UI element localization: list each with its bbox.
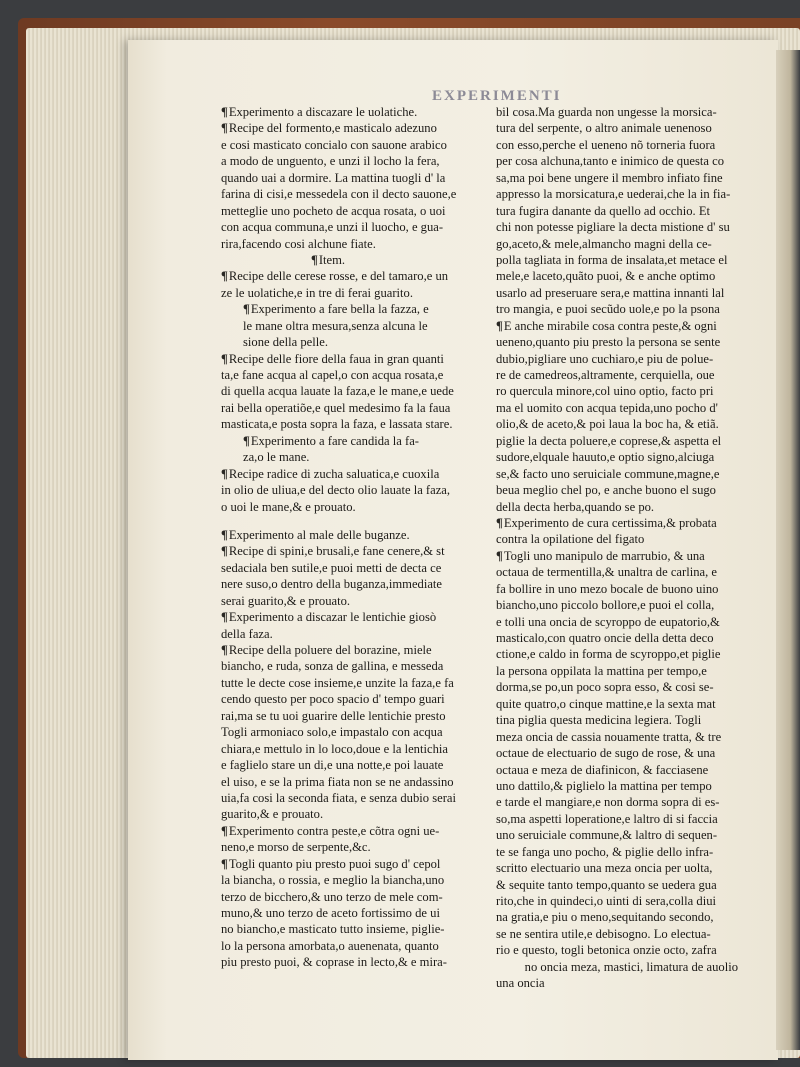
text-line [496,318,758,334]
text-line: te se fanga uno pocho, & piglie dello infra- [496,844,714,859]
paragraph-mark-icon: ¶ [221,269,228,284]
text-line: con acqua communa,e unzi il luocho, e gua- [221,220,444,235]
line-text: Experimento a fare bella la fazza, e [250,302,429,317]
text-line: uno seruiciale commune,& laltro di sequen- [496,828,718,843]
text-line: nere suso,o dentro della buganza,immediate [221,577,443,592]
text-line [221,104,473,120]
text-line [221,527,473,543]
paragraph-mark-icon: ¶ [221,105,228,119]
paragraph-mark-icon: ¶ [221,527,228,542]
text-line: & sequite tanto tempo,quanto se uedera gua [496,877,717,892]
text-line: se,& facto uno seruiciale commune,magne,e [496,466,720,481]
text-line: le mane oltra mesura,senza alcuna le [243,318,428,333]
text-line: in olio de uliua,e del decto olio lauate la faza, [221,483,451,498]
text-line: tura fugira danante da quello ad occhio. Et [496,203,711,218]
text-line: muno,& uno terzo de aceto fortissimo de ui [221,906,440,920]
text-line: biancho, e ruda, sonza de gallina, e messeda [221,659,444,674]
text-line [221,268,473,284]
text-line: una oncia [496,976,545,991]
paragraph-mark-icon: ¶ [496,515,503,530]
paragraph-mark-icon: ¶ [496,318,503,333]
text-line: so,ma aspetti loperatione,e laltro di si faccia [496,811,718,826]
text-line: usarlo ad preseruare sera,e mattina innanti lal [496,285,725,300]
paragraph-mark-icon: ¶ [221,121,228,136]
text-line: sudore,elquale hauuto,e optio signo,alciuga [496,450,715,465]
text-line: quite quatro,o cinque mattine,e la sexta mat [496,696,716,711]
line-text: Togli quanto piu presto puoi sugo d' cepol [228,856,441,871]
text-line: terzo de bicchero,& uno terzo de mele com- [221,889,443,904]
text-line: della decta herba,quando se po. [496,499,655,514]
paragraph-mark-icon: ¶ [221,643,228,657]
text-line: neno,e morso de serpente,&c. [221,840,371,855]
text-line: biancho,uno piccolo bollore,e puoi el colla, [496,598,715,613]
text-line: octaue de electuario de sugo de rose, & una [496,746,716,761]
text-line: farina di cisi,e messedela con il decto sauone,e [221,187,457,202]
text-line [221,856,473,872]
text-line: fa bollire in uno mezo bocale de buono uino [496,581,719,596]
right-text-column [496,104,758,992]
text-line: la persona oppilata la mattina per tempo,e [496,663,707,678]
text-line: se ne sentira utile,e debisogno. Lo electua- [496,926,711,941]
line-text: Recipe delle fiore della faua in gran quanti [228,351,444,366]
text-line: serai guarito,& e prouato. [221,593,351,608]
text-line: dorma,se po,un poco sopra esso, & cosi se- [496,680,714,695]
paragraph-mark-icon: ¶ [221,610,228,625]
text-line: dubio,pigliare uno cuchiaro,e piu de polue- [496,351,714,366]
text-line: za,o le mane. [243,450,310,465]
text-line: meza oncia de cassia nouamente tratta, & tre [496,729,722,744]
text-line: e faglielo stare un di,e una notte,e poi lauate [221,758,444,773]
line-text: E anche mirabile cosa contra peste,& ogni [503,318,717,333]
text-line: contra la opilatione del figato [496,532,645,547]
line-text: Recipe radice di zucha saluatica,e cuoxila [228,466,440,481]
text-line: e cosi masticato concialo con sauone arabico [221,137,447,152]
text-line [496,515,758,531]
text-line: ta,e fane acqua al capel,o con acqua rosata,e [221,368,444,382]
line-text: Recipe delle cerese rosse, e del tamaro,e un [228,269,449,284]
text-line [221,120,473,136]
text-line [221,351,473,367]
text-line: piglie la decta poluere,e coprese,& aspetta el [496,433,722,448]
text-line: na gratia,e piu o meno,sequitando secondo, [496,910,714,925]
text-line: lo la persona amorbata,o auenenata, quanto [221,938,439,953]
text-line: octaua e meza de diafinicon, & facciasene [496,762,709,777]
text-line [221,301,473,317]
text-line: piu presto puoi, & coprase in lecto,& e mira- [221,955,447,970]
text-line: uia,fa cosi la seconda fiata, e senza dubio serai [221,790,456,805]
paragraph-mark-icon: ¶ [311,252,318,267]
text-line: tutte le decte cose insieme,e unzite la faza,e fa [221,675,454,690]
text-line: rira,facendo cosi alchune fiate. [221,236,376,251]
line-text: Item. [318,252,346,267]
text-line: rito,che in quindeci,o uinti di sera,colla diui [496,894,716,908]
text-line: masticata,e posta sopra la faza, e lassata stare. [221,417,453,432]
text-line [221,642,473,658]
line-text: Experimento a discazar le lentichie giosò [228,610,437,625]
line-text: Togli uno manipulo de marrubio, & una [503,548,705,563]
text-line: rai bella operatiõe,e quel medesimo fa la faua [221,400,451,415]
text-line: appresso la morsicatura,e uederai,che la in fia- [496,187,731,202]
text-line [221,252,473,268]
text-line: go,aceto,& mele,almancho magni della ce- [496,236,712,251]
text-line: per cosa alchuna,tanto e inimico de questa co [496,154,724,169]
text-line: beua meglio chel po, e anche buono el sugo [496,483,716,498]
text-line: ze le uolatiche,e in tre di ferai guarito. [221,285,413,300]
text-line: no oncia meza, mastici, limatura de auolio [524,959,738,974]
text-line: tina piglia questa medicina legiera. Togli [496,713,702,728]
text-line [221,466,473,482]
facing-page-edge [776,50,800,1050]
text-line: el uiso, e se la prima fiata non se ne andassino [221,774,454,789]
line-text: Recipe della poluere del borazine, miele [228,643,432,657]
text-line: octaua de termentilla,& unaltra de carlina, e [496,565,717,580]
paragraph-mark-icon: ¶ [221,351,228,366]
text-line: mele,e laceto,quãto puoi, & e anche optimo [496,269,716,284]
text-line: con esso,perche el ueneno nõ torneria fuora [496,137,716,152]
text-line: metteglie uno pocheto de acqua rosata, o uoi [221,203,446,218]
text-line: no biancho,e masticato tutto insieme, piglie- [221,922,445,937]
text-line: ma el uomito con acqua tepida,uno pocho d' [496,400,718,415]
text-line: e tolli una oncia de scyroppo de eupatorio,& [496,614,720,629]
paragraph-mark-icon: ¶ [221,544,228,559]
text-line: re de camedreos,altramente, cerquiella, oue [496,368,715,382]
text-line: la biancha, o rossia, e meglio la biancha,uno [221,873,445,888]
paragraph-mark-icon: ¶ [243,433,250,448]
paragraph-mark-icon: ¶ [221,856,228,871]
text-line: chi non potesse pigliare la decta mistione d' su [496,220,730,235]
line-text: Recipe di spini,e brusali,e fane cenere,& st [228,544,445,559]
text-line: rio e questo, togli betonica onzie octo, zafra [496,943,717,958]
line-text: Experimento contra peste,e cõtra ogni ue- [228,823,440,838]
line-text: Recipe del formento,e masticalo adezuno [228,121,437,136]
text-line: ro quercula minore,col uino optio, facto pri [496,384,714,399]
text-line: ctione,e caldo in forma de scyroppo,et piglie [496,647,721,662]
text-line: della faza. [221,626,273,641]
paragraph-mark-icon: ¶ [496,548,503,563]
text-line: olio,& de aceto,& poi laua la boc ha, & etiã. [496,417,719,432]
text-line: sedaciala ben sutile,e puoi metti de decta ce [221,560,442,575]
line-text: Experimento de cura certissima,& probata [503,515,717,530]
paragraph-mark-icon: ¶ [243,302,250,317]
text-line: a modo de unguento, e unzi il locho la fera, [221,154,440,169]
text-line: di quella acqua lauate la faza,e le mane,e uede [221,384,454,399]
text-line [221,433,473,449]
text-line: tura del serpente, o altro animale uenenoso [496,121,712,136]
text-line: guarito,& e prouato. [221,807,324,822]
text-line: rai,ma se tu uoi guarire delle lentichie presto [221,708,446,723]
text-line: Togli armoniaco solo,e impastalo con acqua [221,725,443,740]
text-line [221,823,473,839]
text-line: chiara,e mettulo in lo loco,doue e la lentichia [221,741,448,756]
text-line [221,609,473,625]
paragraph-mark-icon: ¶ [221,466,228,481]
text-line: sione della pelle. [243,335,328,350]
text-line: scritto electuario una meza oncia per uolta, [496,861,713,876]
text-line: uno dattilo,& piglielo la mattina per tempo [496,778,712,793]
line-text: Experimento a fare candida la fa- [250,433,419,448]
text-line [221,543,473,559]
text-line: e tarde el mangiare,e non dorma sopra di es- [496,795,720,810]
text-line: tro mangia, e puoi secũdo uole,e po la psona [496,302,720,317]
text-line: ueneno,quanto piu presto la persona se sente [496,335,721,350]
text-line: polla tagliata in forma de insalata,et metace el [496,252,728,267]
line-text: Experimento a discazare le uolatiche. [228,105,418,119]
text-line: quando uai a dormire. La mattina tuogli d' la [221,170,446,185]
text-line [496,548,758,564]
left-text-column [221,104,473,971]
paragraph-mark-icon: ¶ [221,823,228,838]
text-line: cendo questo per poco spacio d' tempo guari [221,692,445,707]
text-line: sa,ma poi bene ungere il membro infiato fine [496,170,723,185]
text-line: masticalo,con quatro oncie della detta deco [496,631,714,645]
line-text: Experimento al male delle buganze. [228,527,410,542]
text-line: bil cosa.Ma guarda non ungesse la morsica- [496,105,717,119]
running-head: EXPERIMENTI [432,88,562,104]
text-line: o uoi le mane,& e prouato. [221,499,356,514]
